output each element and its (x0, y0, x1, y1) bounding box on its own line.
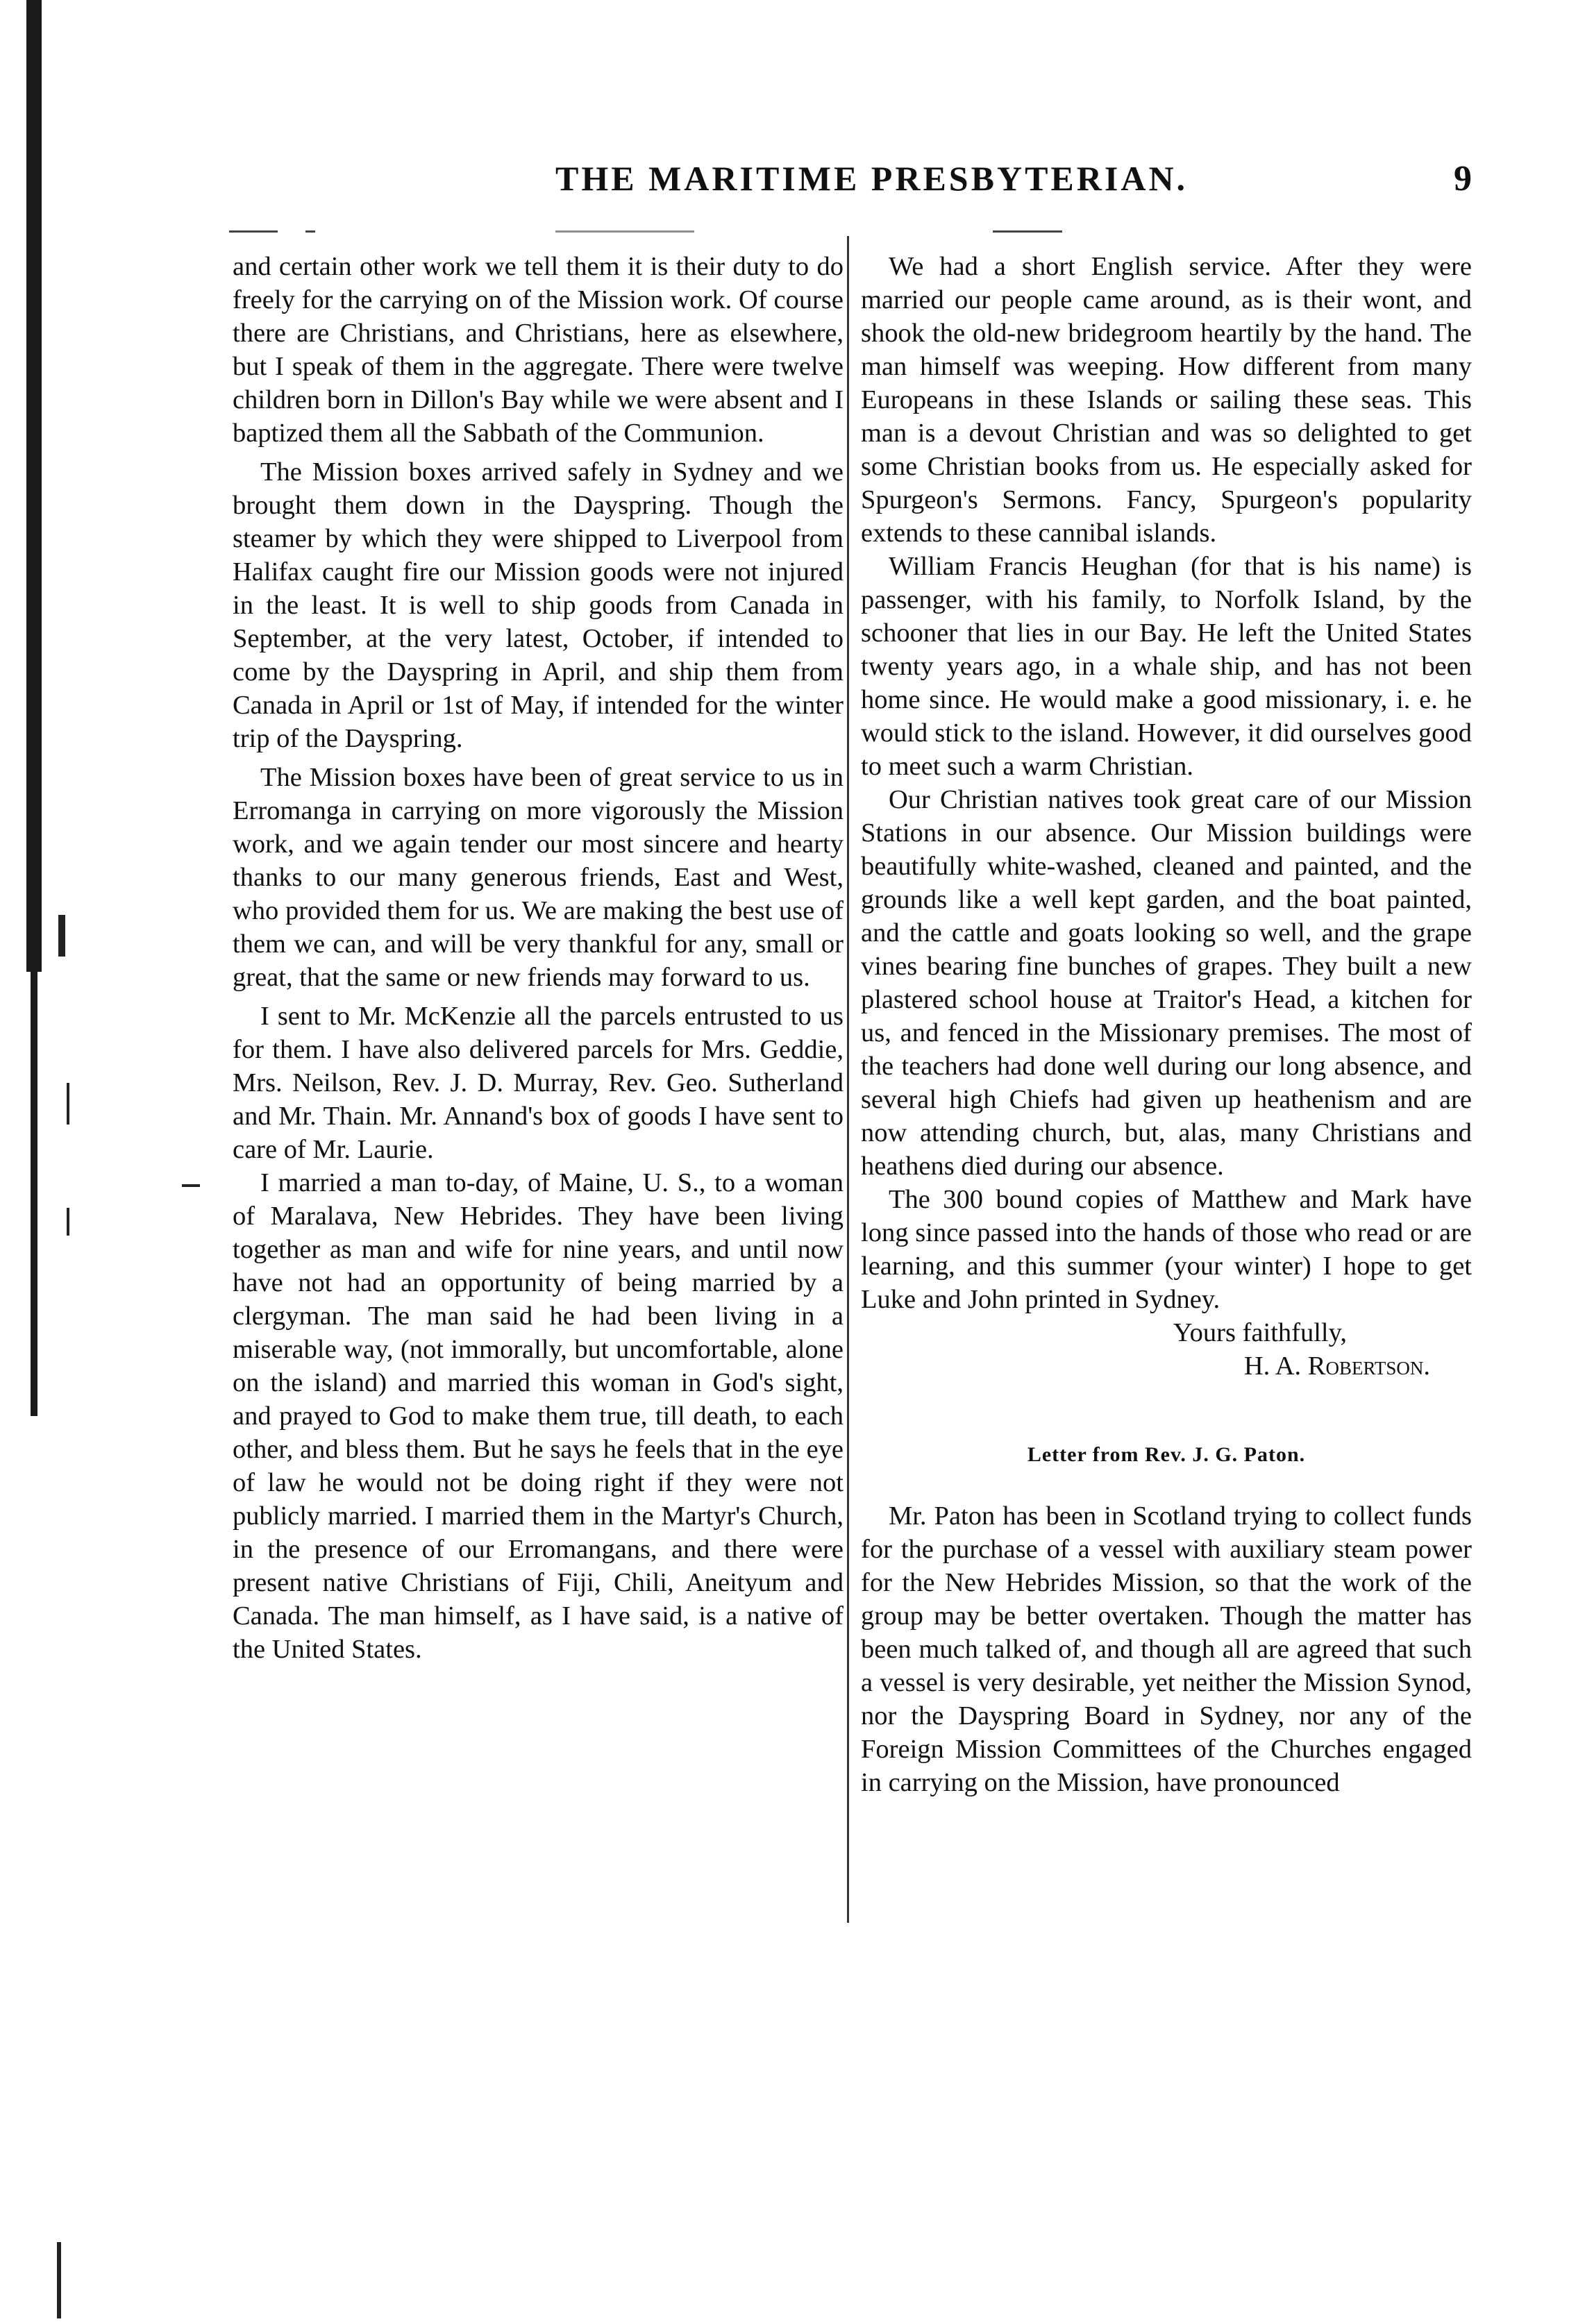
margin-mark (182, 1184, 200, 1187)
signoff-closing: Yours faithfully, (1173, 1318, 1347, 1347)
left-column (233, 250, 844, 1666)
paragraph: Mr. Paton has been in Scotland trying to collect funds for the purchase of a vessel with auxiliary steam power for the New Hebrides Mission, so that the work of the group may be better overtaken. Though the matter has been much talked of, and though all are agreed that such a vessel is very desirable, yet neither the Mission Synod, nor the Dayspring Board in Sydney, nor any of the Foreign Mission Committees of the Churches engaged in carrying on the Mission, have pronounced (861, 1501, 1472, 1797)
paragraph: The Mission boxes arrived safely in Sydney and we brought them down in the Dayspring. Though the steamer by which they were shipped to Liverpool from Halifax caught fire our Mission goods were not injured in the least. It is well to ship goods from Canada in September, at the very latest, October, if intended to come by the Dayspring in April, and ship them from Canada in April or 1st of May, if intended for the winter trip of the Dayspring. (233, 457, 844, 753)
header-rule-left (229, 230, 840, 233)
signoff (861, 1316, 1472, 1383)
margin-mark (67, 1083, 69, 1125)
paragraph: and certain other work we tell them it is their duty to do freely for the carrying on of the Mission work. Of course there are Christians, and Christians, here as elsewhere, but I speak of them in the aggregate. There were twelve children born in Dillon's Bay while we were absent and I baptized them all the Sabbath of the Communion. (233, 252, 844, 448)
binding-edge-shadow (26, 0, 42, 972)
binding-edge-shadow-lower (31, 972, 37, 1416)
paragraph: Our Christian natives took great care of our Mission Stations in our absence. Our Mission buildings were beautifully white-washed, cleaned and painted, and the grounds like a well kept garden, and the boat painted, and the cattle and goats looking so well, and the grape vines bearing fine bunches of grapes. They built a new plastered school house at Traitor's Head, a kitchen for us, and fenced in the Missionary premises. The most of the teachers had done well during our long absence, and several high Chiefs had given up heathenism and are now attending church, but, alas, many Christians and heathens died during our absence. (861, 785, 1472, 1181)
journal-title: THE MARITIME PRESBYTERIAN. (555, 159, 1189, 198)
signoff-name: H. A. Robertson. (1243, 1352, 1430, 1381)
paragraph: The Mission boxes have been of great service to us in Erromanga in carrying on more vigorously the Mission work, and we again tender our most sincere and hearty thanks to our many generous friends, East and West, who provided them for us. We are making the best use of them we can, and will be very thankful for any, small or great, that the same or new friends may forward to us. (233, 763, 844, 992)
margin-mark (57, 2242, 61, 2318)
margin-mark (67, 1208, 69, 1236)
right-column (861, 250, 1472, 1799)
section-heading: Letter from Rev. J. G. Paton. (1027, 1443, 1306, 1466)
paragraph: The 300 bound copies of Matthew and Mark have long since passed into the hands of those who read or are learning, and this summer (your winter) I hope to get Luke and John printed in Sydney. (861, 1185, 1472, 1314)
column-divider (847, 236, 849, 1923)
paragraph: William Francis Heughan (for that is his name) is passenger, with his family, to Norfolk Island, by the schooner that lies in our Bay. He left the United States twenty years ago, in a whale ship, and has not been home since. He would make a good missionary, i. e. he would stick to the island. However, it did ourselves good to meet such a warm Christian. (861, 552, 1472, 781)
paragraph: I sent to Mr. McKenzie all the parcels entrusted to us for them. I have also delivered parcels for Mrs. Geddie, Mrs. Neilson, Rev. J. D. Murray, Rev. Geo. Sutherland and Mr. Thain. Mr. Annand's box of goods I have sent to care of Mr. Laurie. (233, 1002, 844, 1164)
page-header (229, 158, 1472, 207)
header-rule-right (861, 230, 1472, 233)
margin-mark (58, 915, 65, 957)
paragraph: I married a man to-day, of Maine, U. S., to a woman of Maralava, New Hebrides. They have been living together as man and wife for nine years, and until now have not had an opportunity of being married by a clergyman. The man said he had been living in a miserable way, (not immorally, but uncomfortable, alone on the island) and married this woman in God's sight, and prayed to God to make them true, till death, to each other, and bless them. But he says he feels that in the eye of law he would not be doing right if they were not publicly married. I married them in the Martyr's Church, in the presence of our Erromangans, and there were present native Christians of Fiji, Chili, Aneityum and Canada. The man himself, as I have said, is a native of the United States. (233, 1168, 844, 1664)
page-number: 9 (1454, 159, 1472, 199)
paragraph: We had a short English service. After they were married our people came around, as is their wont, and shook the old-new bridegroom heartily by the hand. The man himself was weeping. How different from many Europeans in these Islands or sailing these seas. This man is a devout Christian and was so delighted to get some Christian books from us. He especially asked for Spurgeon's Sermons. Fancy, Spurgeon's popularity extends to these cannibal islands. (861, 252, 1472, 548)
